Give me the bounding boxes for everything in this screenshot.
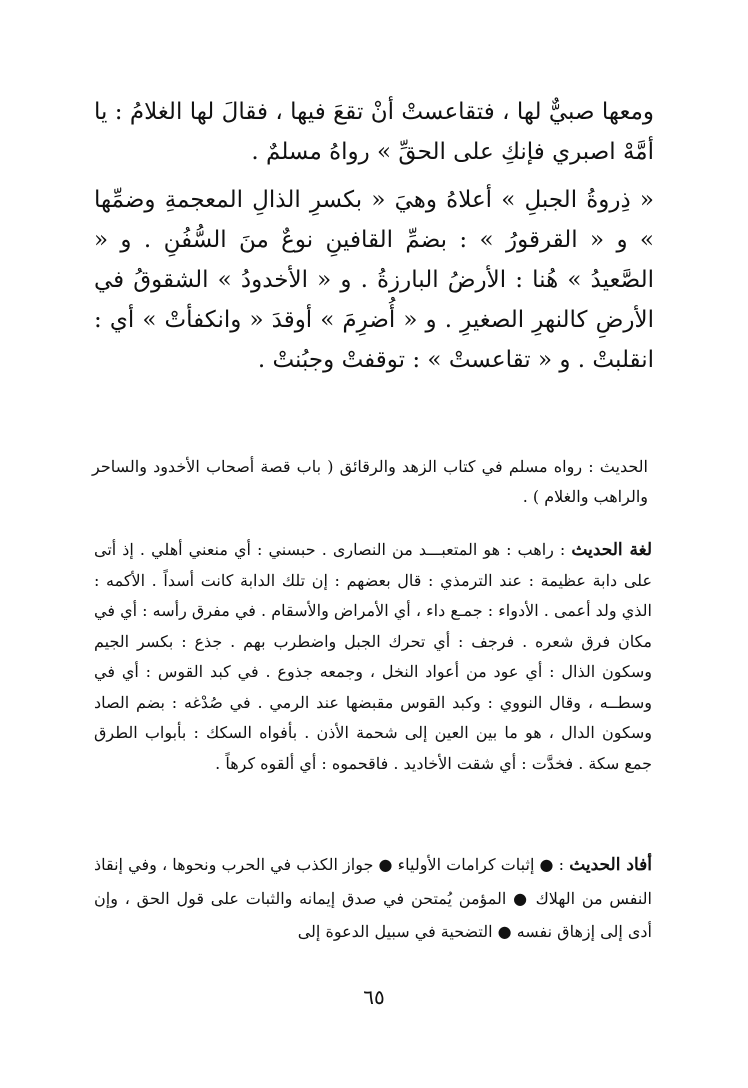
language-notes-heading: لغة الحديث — [571, 540, 653, 560]
language-notes-section — [94, 535, 652, 779]
hadith-ending-paragraph: ومعها صبيٌّ لها ، فتقاعستْ أنْ تقعَ فيها ، فقالَ لها الغلامُ : يا أمَّهْ اصبري فإنكِ على الحقِّ » رواهُ مسلمٌ . — [94, 99, 654, 165]
vocabulary-explanation-paragraph: « ذِروةُ الجبلِ » أعلاهُ وهيَ « بكسرِ الذالِ المعجمةِ وضمِّها » و « القرقورُ » : بضمِّ القافينِ نوعٌ منَ السُّفُنِ . و « الصَّعيدُ » هُنا : الأرضُ البارزةُ . و « الأخدودُ » الشقوقُ في الأرضِ كالنهرِ الصغيرِ . و « أُضرِمَ » أوقدَ « وانكفأتْ » أي : انقلبتْ . و « تقاعستْ » : توقفتْ وجبُنتْ . — [94, 187, 654, 373]
benefits-paragraph — [94, 848, 652, 948]
source-text: الحديث : رواه مسلم في كتاب الزهد والرقائق ( باب قصة أصحاب الأخدود والساحر والراهب والغلام ) . — [92, 457, 648, 506]
hadith-benefits-section — [94, 848, 652, 948]
language-notes-text: : راهب : هو المتعبـــد من النصارى . حبسني : أي منعني أهلي . إذ أتى على دابة عظيمة : عند الترمذي : قال بعضهم : إن تلك الدابة كانت أسداً . الأكمه : الذي ولد أعمى . الأدواء : جمـع داء ، أي الأمراض والأسقام . في مفرق رأسه : أي في مكان فرق شعره . فرجف : أي تحرك الجبل واضطرب بهم . جذع : بكسر الجيم وسكون الذال : أي عود من أعواد النخل ، وجمعه جذوع . في كبد القوس : أي في وسطــه ، وقال النووي : وكبد القوس مقبضها عند الرمي . في صُدْغه : بضم الصاد وسكون الدال ، هو ما بين العين إلى شحمة الأذن . بأفواه السكك : بأبواب الطرق جمع سكة . فخدَّت : أي شقت الأخاديد . فاقحموه : أي ألقوه كرهاً . — [94, 540, 652, 773]
benefits-heading: أفاد الحديث — [569, 855, 652, 875]
main-text-block — [94, 92, 654, 380]
page-number: ٦٥ — [363, 985, 385, 1009]
benefits-text: : ● إثبات كرامات الأولياء ● جواز الكذب في الحرب ونحوها ، وفي إنقاذ النفس من الهلاك ● المؤمن يُمتحن في صدق إيمانه والثبات على قول الحق ، وإن أدى إلى إزهاق نفسه ● التضحية في سبيل الدعوة إلى — [94, 855, 652, 941]
hadith-source-note — [92, 452, 648, 512]
language-notes-paragraph — [94, 535, 652, 779]
